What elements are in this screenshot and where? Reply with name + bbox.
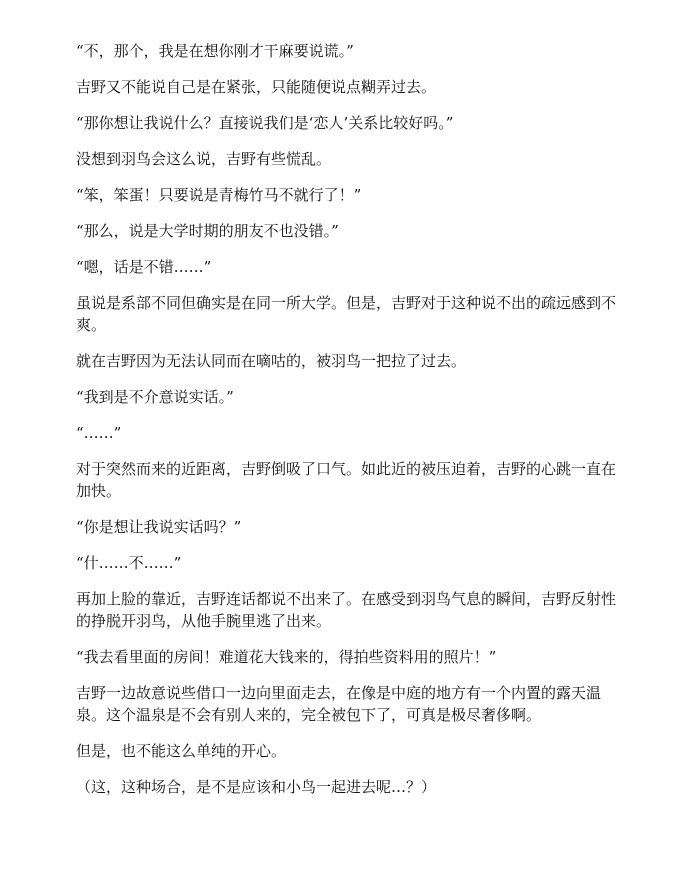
paragraph: 再加上脸的靠近，吉野连话都说不出来了。在感受到羽鸟气息的瞬间，吉野反射性的挣脱开羽鸟，从他手腕里逃了出来。: [76, 590, 617, 630]
paragraph: “不，那个，我是在想你刚才干麻要说谎。”: [76, 42, 354, 60]
paragraph: “什……不……”: [76, 554, 182, 572]
paragraph: “你是想让我说实话吗？”: [76, 518, 242, 536]
paragraph: 吉野又不能说自己是在紧张，只能随便说点糊弄过去。: [76, 78, 437, 96]
paragraph: 没想到羽鸟会这么说，吉野有些慌乱。: [76, 150, 332, 168]
paragraph: “那么，说是大学时期的朋友不也没错。”: [76, 222, 339, 240]
paragraph: “我到是不介意说实话。”: [76, 388, 234, 406]
paragraph: （这，这种场合，是不是应该和小鸟一起进去呢…？）: [76, 778, 437, 796]
paragraph: 但是，也不能这么单纯的开心。: [76, 742, 287, 760]
paragraph: “嗯，话是不错……”: [76, 258, 212, 276]
paragraph: 虽说是系部不同但确实是在同一所大学。但是，吉野对于这种说不出的疏远感到不爽。: [76, 294, 617, 334]
paragraph: “那你想让我说什么？直接说我们是‘恋人’关系比较好吗。”: [76, 114, 454, 132]
paragraph: 对于突然而来的近距离，吉野倒吸了口气。如此近的被压迫着，吉野的心跳一直在加快。: [76, 460, 617, 500]
paragraph: 吉野一边故意说些借口一边向里面走去，在像是中庭的地方有一个内置的露天温泉。这个温泉是不会有别人来的，完全被包下了，可真是极尽奢侈啊。: [76, 684, 602, 724]
paragraph: 就在吉野因为无法认同而在嘀咕的，被羽鸟一把拉了过去。: [76, 352, 467, 370]
paragraph: “我去看里面的房间！难道花大钱来的，得拍些资料用的照片！”: [76, 648, 497, 666]
paragraph: “……”: [76, 424, 122, 442]
paragraph: “笨，笨蛋！只要说是青梅竹马不就行了！”: [76, 186, 362, 204]
